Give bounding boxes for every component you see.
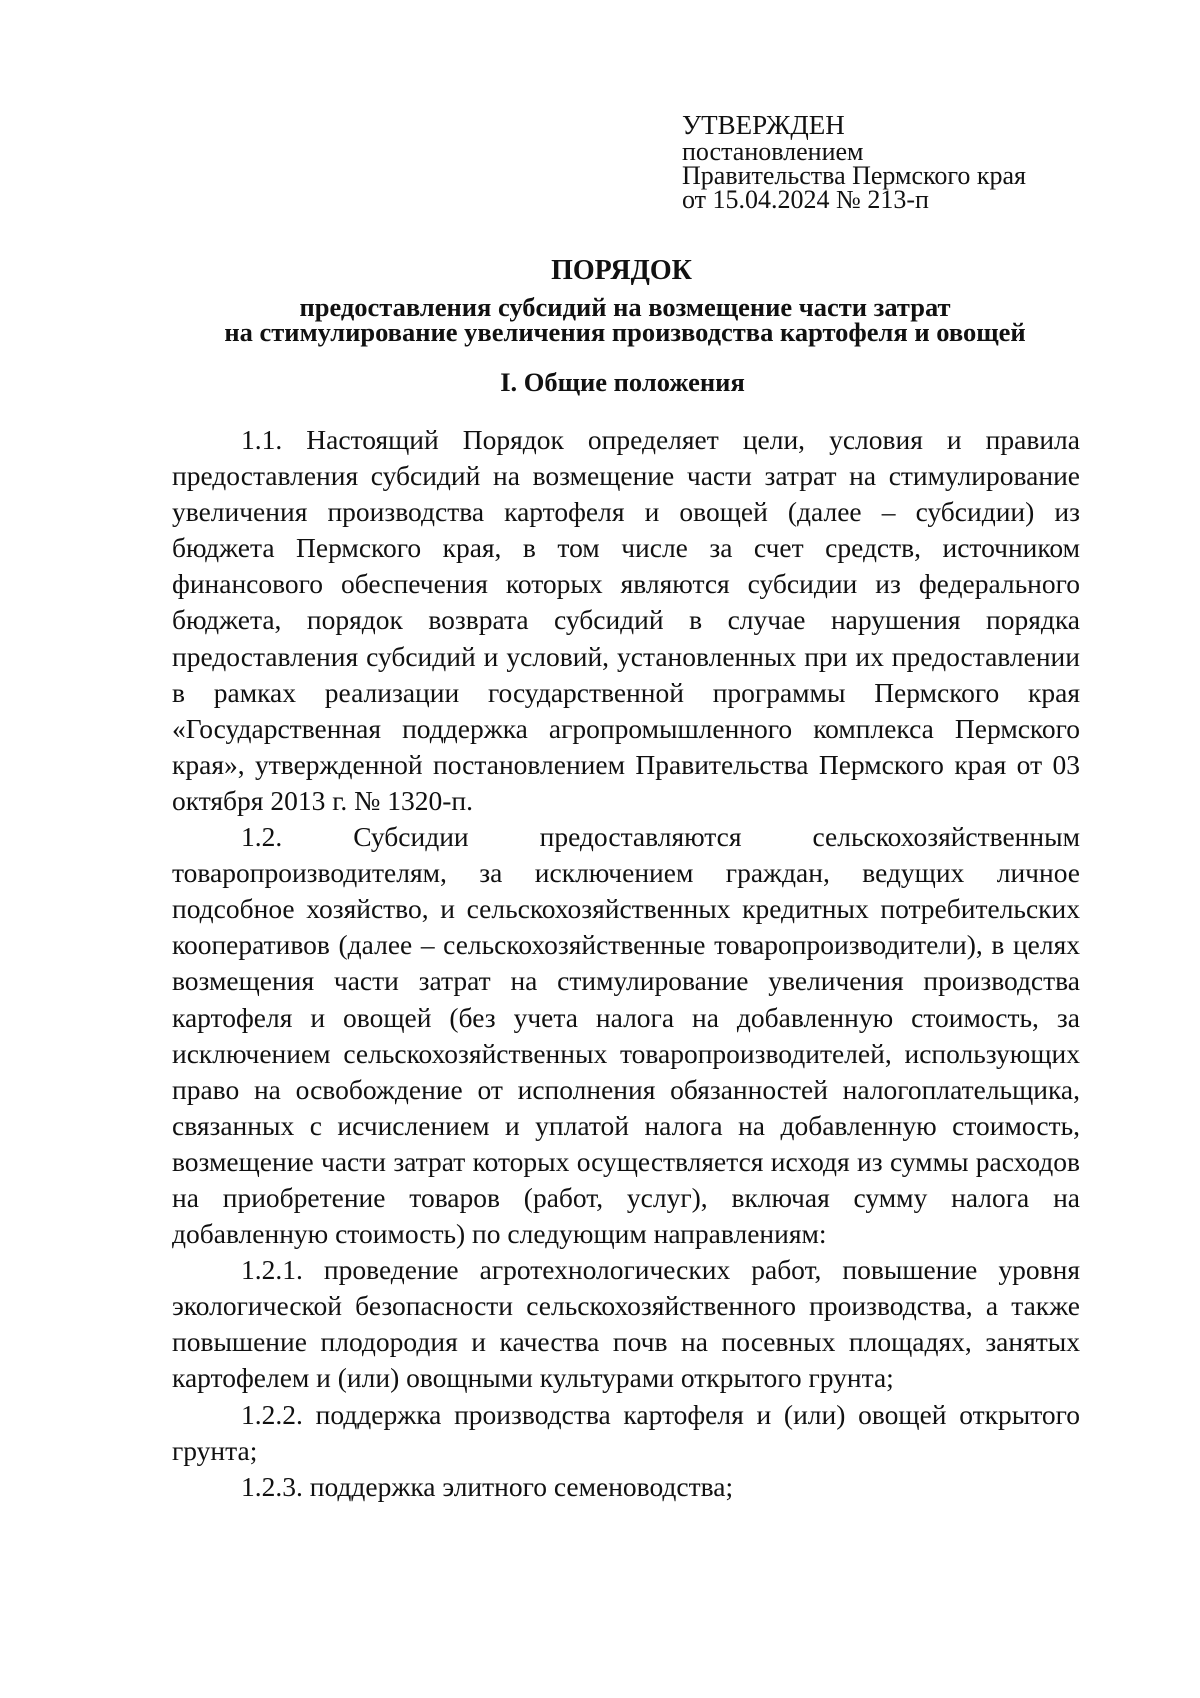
paragraph-1-2-3: 1.2.3. поддержка элитного семеноводства; (241, 1470, 734, 1502)
subtitle-line: на стимулирование увеличения производства картофеля и овощей (224, 317, 1026, 347)
approval-date-number: от 15.04.2024 № 213-п (682, 185, 929, 214)
subtitle-line: предоставления субсидий на возмещение части затрат (299, 292, 951, 322)
document-body (172, 422, 1080, 1505)
paragraph-1-2-1: 1.2.1. проведение агротехнологических работ, повышение уровня экологической безопасности сельскохозяйственного производства, а также повышение плодородия и качества почв на посевных площадях, занятых картофелем и (или) овощными культурами открытого грунта; (172, 1254, 1080, 1394)
section-heading: I. Общие положения (500, 367, 745, 397)
document-subtitle (175, 292, 1075, 347)
approval-line: Правительства Пермского края (682, 161, 1026, 190)
paragraph-1-1: 1.1. Настоящий Порядок определяет цели, условия и правила предоставления субсидий на возмещение части затрат на стимулирование увеличения производства картофеля и овощей (далее – субсидии) из бюджета Пермского края, в том числе за счет средств, источником финансового обеспечения которых являются субсидии из федерального бюджета, порядок возврата субсидий в случае нарушения порядка предоставления субсидий и условий, установленных при их предоставлении в рамках реализации государственной программы Пермского края «Государственная поддержка агропромышленного комплекса Пермского края», утвержденной постановлением Правительства Пермского края от 03 октября 2013 г. № 1320-п. (172, 424, 1080, 816)
approval-status: УТВЕРЖДЕН (682, 110, 845, 140)
paragraph-1-2-2: 1.2.2. поддержка производства картофеля и (или) овощей открытого грунта; (172, 1398, 1080, 1466)
approval-line: постановлением (682, 137, 864, 166)
document-title: ПОРЯДОК (551, 255, 692, 286)
paragraph-1-2: 1.2. Субсидии предоставляются сельскохозяйственным товаропроизводителям, за исключением граждан, ведущих личное подсобное хозяйство, и сельскохозяйственных кредитных потребительских кооперативов (далее – сельскохозяйственные товаропроизводители), в целях возмещения части затрат на стимулирование увеличения производства картофеля и овощей (без учета налога на добавленную стоимость, за исключением сельскохозяйственных товаропроизводителей, использующих право на освобождение от исполнения обязанностей налогоплательщика, связанных с исчислением и уплатой налога на добавленную стоимость, возмещение части затрат которых осуществляется исходя из суммы расходов на приобретение товаров (работ, услуг), включая сумму налога на добавленную стоимость) по следующим направлениям: (172, 821, 1080, 1250)
approval-stamp (682, 110, 1026, 212)
